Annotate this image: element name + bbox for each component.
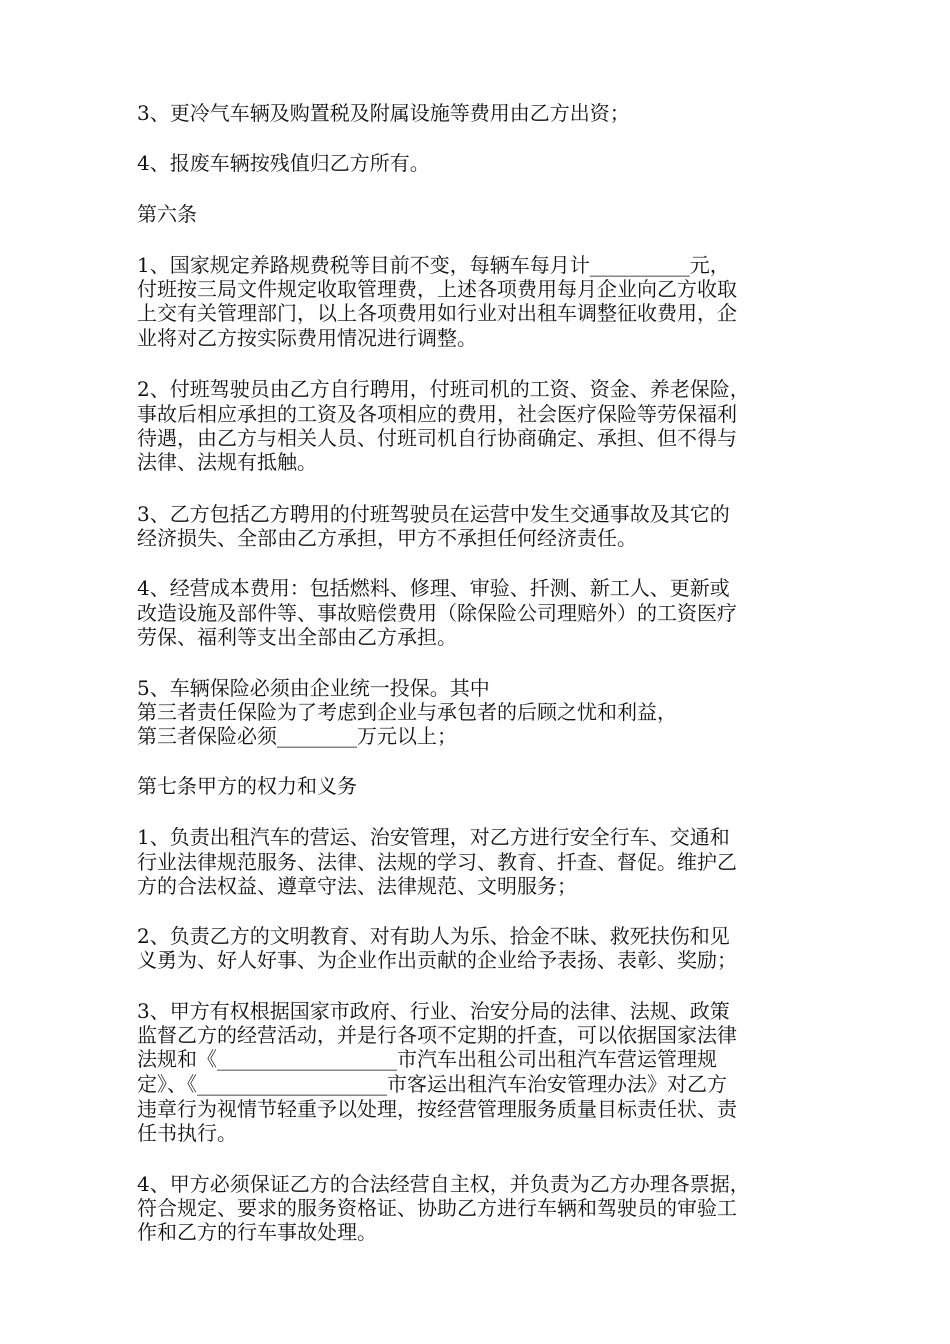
text-line: 待遇，由乙方与相关人员、付班司机自行协商确定、承担、但不得与 bbox=[137, 426, 737, 450]
text-line: 法规和《__________________市汽车出租公司出租汽车营运管理规 bbox=[137, 1047, 717, 1071]
text-line: 1、国家规定养路规费税等目前不变，每辆车每月计__________元， bbox=[137, 253, 730, 277]
text-line: 付班按三局文件规定收取管理费，上述各项费用每月企业向乙方收取 bbox=[137, 277, 737, 301]
text-line: 5、车辆保险必须由企业统一投保。其中 bbox=[137, 676, 490, 700]
text-line: 作和乙方的行车事故处理。 bbox=[137, 1220, 377, 1244]
text-line: 4、报废车辆按残值归乙方所有。 bbox=[137, 151, 430, 175]
text-line: 监督乙方的经营活动，并是行各项不定期的扦查，可以依据国家法律 bbox=[137, 1023, 737, 1047]
text-line: 4、经营成本费用：包括燃料、修理、审验、扦测、新工人、更新或 bbox=[137, 576, 730, 600]
text-line: 2、付班驾驶员由乙方自行聘用，付班司机的工资、资金、养老保险， bbox=[137, 377, 750, 401]
text-line: 3、甲方有权根据国家市政府、行业、治安分局的法律、法规、政策 bbox=[137, 999, 730, 1023]
text-line: 劳保、福利等支出全部由乙方承担。 bbox=[137, 625, 457, 649]
text-line: 法律、法规有抵触。 bbox=[137, 450, 317, 474]
text-line: 第三者责任保险为了考虑到企业与承包者的后顾之忧和利益， bbox=[137, 700, 677, 724]
text-line: 违章行为视情节轻重予以处理，按经营管理服务质量目标责任状、责 bbox=[137, 1097, 737, 1121]
text-line: 经济损失、全部由乙方承担，甲方不承担任何经济责任。 bbox=[137, 526, 637, 550]
text-line: 2、负责乙方的文明教育、对有助人为乐、拾金不昧、救死扶伤和见 bbox=[137, 924, 730, 948]
text-line: 任书执行。 bbox=[137, 1121, 237, 1145]
text-line: 事故后相应承担的工资及各项相应的费用，社会医疗保险等劳保福利 bbox=[137, 402, 737, 426]
text-line: 方的合法权益、遵章守法、法律规范、文明服务； bbox=[137, 874, 577, 898]
text-line: 业将对乙方按实际费用情况进行调整。 bbox=[137, 326, 477, 350]
section-heading: 第七条甲方的权力和义务 bbox=[137, 774, 357, 798]
section-heading: 第六条 bbox=[137, 202, 197, 226]
text-line: 定》、《___________________市客运出租汽车治安管理办法》对乙方 bbox=[137, 1072, 727, 1096]
text-line: 3、乙方包括乙方聘用的付班驾驶员在运营中发生交通事故及其它的 bbox=[137, 502, 730, 526]
text-line: 符合规定、要求的服务资格证、协助乙方进行车辆和驾驶员的审验工 bbox=[137, 1196, 737, 1220]
text-line: 改造设施及部件等、事故赔偿费用（除保险公司理赔外）的工资医疗 bbox=[137, 601, 737, 625]
text-line: 上交有关管理部门，以上各项费用如行业对出租车调整征收费用，企 bbox=[137, 301, 737, 325]
text-line: 义勇为、好人好事、为企业作出贡献的企业给予表扬、表彰、奖励； bbox=[137, 948, 737, 972]
text-line: 第三者保险必须________万元以上； bbox=[137, 724, 457, 748]
text-line: 行业法律规范服务、法律、法规的学习、教育、扦查、督促。维护乙 bbox=[137, 850, 737, 874]
text-line: 3、更冷气车辆及购置税及附属设施等费用由乙方出资； bbox=[137, 101, 630, 125]
text-line: 4、甲方必须保证乙方的合法经营自主权，并负责为乙方办理各票据， bbox=[137, 1172, 750, 1196]
text-line: 1、负责出租汽车的营运、治安管理，对乙方进行安全行车、交通和 bbox=[137, 825, 730, 849]
